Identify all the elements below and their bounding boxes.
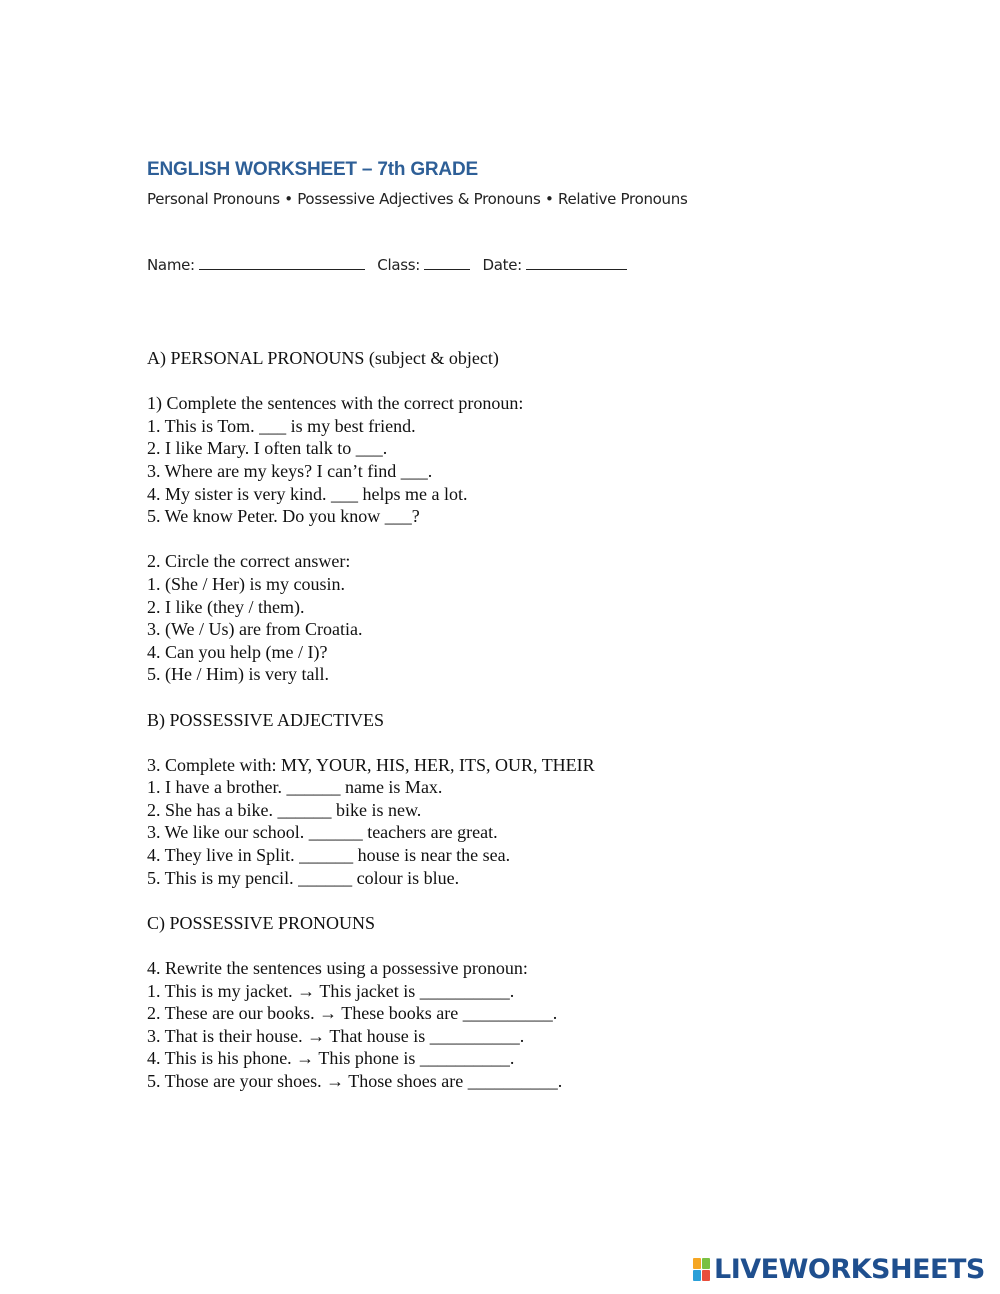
exercise-1-instruction: 1) Complete the sentences with the correct pronoun: (147, 393, 524, 414)
liveworksheets-logo[interactable] (693, 1256, 985, 1284)
exercise-3-item[interactable]: 5. This is my pencil. ______ colour is blue. (147, 867, 460, 888)
date-blank[interactable] (526, 255, 627, 270)
section-a-heading: A) PERSONAL PRONOUNS (subject & object) (147, 348, 499, 368)
exercise-3-item[interactable]: 1. I have a brother. ______ name is Max. (147, 777, 443, 798)
exercise-2-item[interactable]: 1. (She / Her) is my cousin. (147, 573, 345, 594)
exercise-1-item[interactable]: 3. Where are my keys? I can’t find ___. (147, 460, 433, 481)
exercise-2-item[interactable]: 4. Can you help (me / I)? (147, 641, 328, 662)
exercise-2-item[interactable]: 2. I like (they / them). (147, 596, 305, 617)
exercise-2-item[interactable]: 5. (He / Him) is very tall. (147, 664, 329, 685)
exercise-4-item[interactable]: 5. Those are your shoes. → Those shoes are __________. (147, 1071, 563, 1091)
liveworksheets-logo-icon (693, 1258, 711, 1282)
name-label: Name: (147, 256, 195, 274)
date-label: Date: (482, 256, 522, 274)
name-blank[interactable] (199, 255, 365, 270)
exercise-4-item[interactable]: 4. This is his phone. → This phone is __________. (147, 1048, 515, 1069)
section-b-heading: B) POSSESSIVE ADJECTIVES (147, 709, 385, 730)
date-field (482, 255, 626, 274)
exercise-4-item[interactable]: 3. That is their house. → That house is __________. (147, 1025, 525, 1046)
exercise-3-item[interactable]: 4. They live in Split. ______ house is near the sea. (147, 845, 511, 866)
exercise-1-item[interactable]: 5. We know Peter. Do you know ___? (147, 506, 420, 527)
exercise-4-item[interactable]: 2. These are our books. → These books are __________. (147, 1003, 558, 1024)
student-info-fields (147, 255, 635, 274)
worksheet-title: ENGLISH WORKSHEET – 7th GRADE (147, 159, 478, 180)
class-field (377, 255, 470, 274)
exercise-3-item[interactable]: 3. We like our school. ______ teachers are great. (147, 822, 498, 843)
worksheet-body (147, 347, 927, 1093)
exercise-3-instruction: 3. Complete with: MY, YOUR, HIS, HER, ITS, OUR, THEIR (147, 754, 595, 775)
class-blank[interactable] (424, 255, 470, 270)
name-field (147, 255, 365, 274)
exercise-4-instruction: 4. Rewrite the sentences using a possessive pronoun: (147, 958, 528, 979)
liveworksheets-logo-text: LIVEWORKSHEETS (714, 1254, 985, 1285)
exercise-1-item[interactable]: 1. This is Tom. ___ is my best friend. (147, 415, 416, 436)
exercise-1-item[interactable]: 2. I like Mary. I often talk to ___. (147, 438, 388, 459)
exercise-1-item[interactable]: 4. My sister is very kind. ___ helps me a lot. (147, 483, 468, 504)
section-c-heading: C) POSSESSIVE PRONOUNS (147, 912, 376, 933)
exercise-2-item[interactable]: 3. (We / Us) are from Croatia. (147, 619, 363, 640)
class-label: Class: (377, 256, 420, 274)
exercise-3-item[interactable]: 2. She has a bike. ______ bike is new. (147, 799, 422, 820)
worksheet-subtitle: Personal Pronouns • Possessive Adjectives & Pronouns • Relative Pronouns (147, 190, 688, 208)
exercise-2-instruction: 2. Circle the correct answer: (147, 551, 351, 572)
exercise-4-item[interactable]: 1. This is my jacket. → This jacket is __________. (147, 980, 515, 1001)
